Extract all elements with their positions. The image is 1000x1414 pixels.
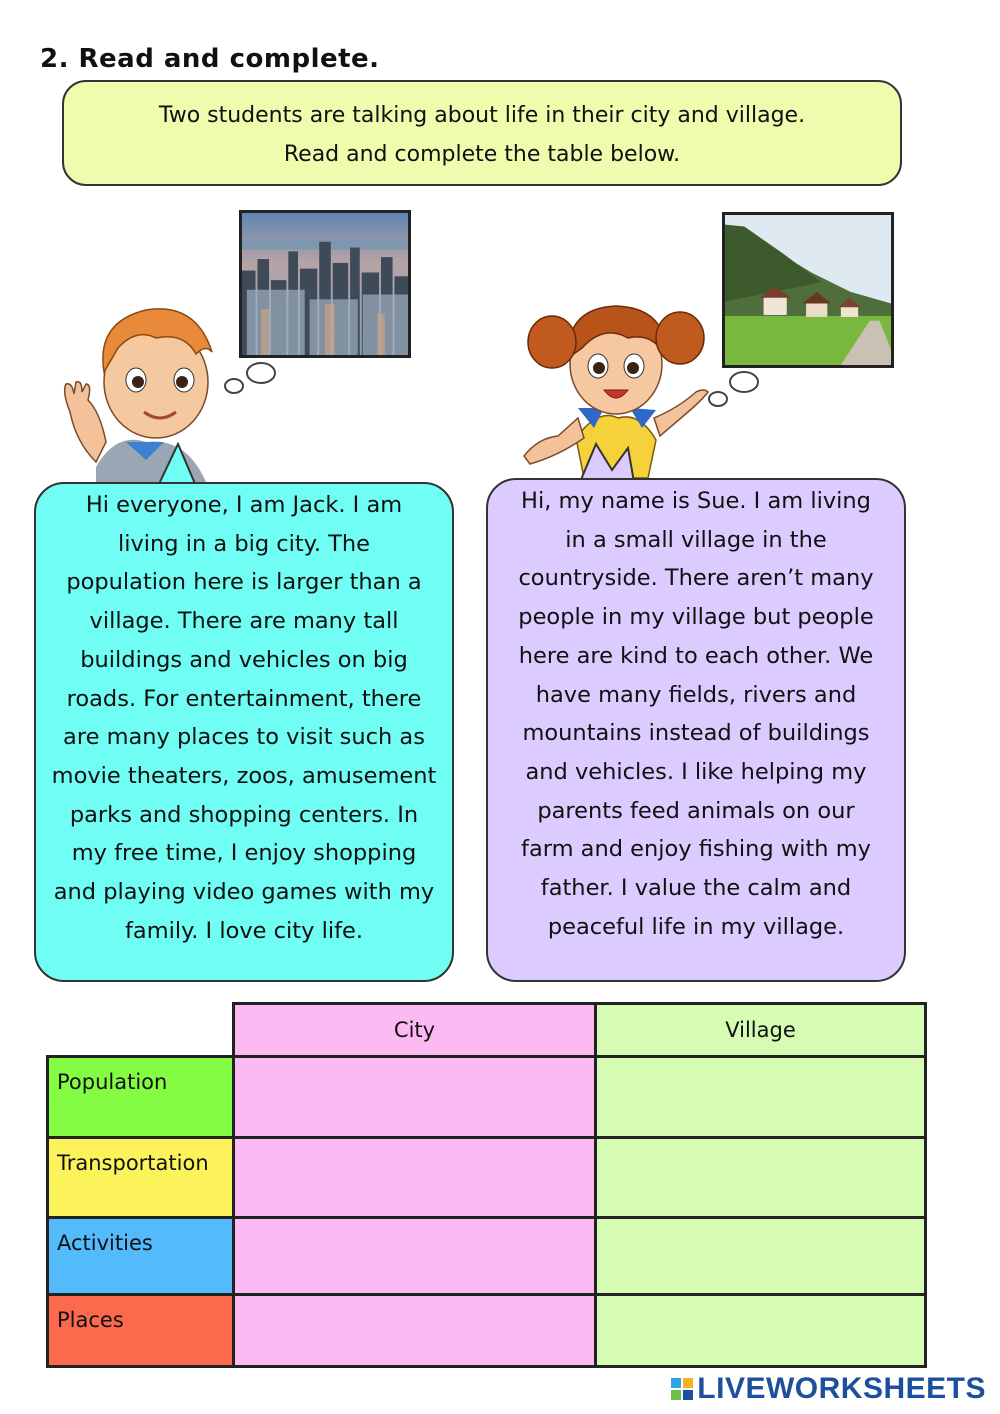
sue-text-line: mountains instead of buildings	[522, 720, 870, 747]
sue-text-line: father. I value the calm and	[540, 875, 852, 902]
jack-text-line: population here is larger than a	[66, 569, 422, 596]
liveworksheets-logo-icon	[671, 1378, 693, 1400]
liveworksheets-logo	[671, 1372, 986, 1406]
jack-text-line: my free time, I enjoy shopping	[71, 840, 417, 867]
instruction-line-2: Read and complete the table below.	[283, 142, 681, 167]
column-header-village: Village	[596, 1004, 926, 1057]
sue-text-line: farm and enjoy fishing with my	[521, 836, 871, 863]
table-row	[48, 1294, 926, 1366]
watermark-text: LIVEWORKSHEETS	[697, 1372, 986, 1405]
speech-tail-icon	[578, 442, 636, 482]
answer-cell-population-city[interactable]	[234, 1057, 596, 1137]
sue-speech-bubble	[486, 478, 906, 982]
answer-cell-transportation-city[interactable]	[234, 1137, 596, 1217]
answer-cell-activities-city[interactable]	[234, 1218, 596, 1294]
table-row	[48, 1057, 926, 1137]
sue-text-line: and vehicles. I like helping my	[525, 758, 867, 785]
jack-text-line: are many places to visit such as	[63, 724, 425, 751]
answer-cell-transportation-village[interactable]	[596, 1137, 926, 1217]
jack-text-line: village. There are many tall	[89, 608, 399, 635]
column-header-city: City	[234, 1004, 596, 1057]
sue-text-line: peaceful life in my village.	[547, 913, 845, 940]
jack-text-line: movie theaters, zoos, amusement	[51, 762, 437, 789]
sue-text-line: people in my village but people	[518, 604, 874, 631]
instruction-line-1: Two students are talking about life in their city and village.	[158, 103, 806, 128]
city-skyline-image	[239, 210, 411, 358]
jack-speech-bubble	[34, 482, 454, 982]
row-label-population: Population	[48, 1057, 234, 1137]
comparison-table	[46, 1002, 927, 1368]
jack-text-line: buildings and vehicles on big	[80, 646, 408, 673]
answer-cell-places-city[interactable]	[234, 1294, 596, 1366]
sue-text-line: countryside. There aren’t many	[518, 565, 874, 592]
jack-text-line: roads. For entertainment, there	[66, 685, 422, 712]
table-row	[48, 1218, 926, 1294]
sue-text-line: in a small village in the	[565, 526, 827, 553]
exercise-heading: 2. Read and complete.	[40, 44, 380, 74]
sue-text-line: here are kind to each other. We	[518, 642, 874, 669]
jack-text-line: Hi everyone, I am Jack. I am	[85, 492, 403, 518]
jack-text-line: family. I love city life.	[125, 917, 363, 944]
thought-bubble-icon	[222, 356, 278, 396]
answer-cell-activities-village[interactable]	[596, 1218, 926, 1294]
row-label-places: Places	[48, 1294, 234, 1366]
sue-text-line: parents feed animals on our	[537, 797, 855, 824]
jack-text-line: parks and shopping centers. In	[69, 801, 419, 828]
instruction-box	[62, 80, 902, 186]
speech-tail-icon	[156, 442, 206, 486]
jack-text-line: living in a big city. The	[117, 530, 371, 557]
row-label-activities: Activities	[48, 1218, 234, 1294]
table-corner	[48, 1004, 234, 1057]
sue-text-line: Hi, my name is Sue. I am living	[521, 488, 871, 514]
village-landscape-image	[722, 212, 894, 368]
jack-text-line: and playing video games with my	[53, 879, 435, 906]
answer-cell-places-village[interactable]	[596, 1294, 926, 1366]
table-row	[48, 1137, 926, 1217]
answer-cell-population-village[interactable]	[596, 1057, 926, 1137]
row-label-transportation: Transportation	[48, 1137, 234, 1217]
sue-text-line: have many fields, rivers and	[535, 681, 857, 708]
